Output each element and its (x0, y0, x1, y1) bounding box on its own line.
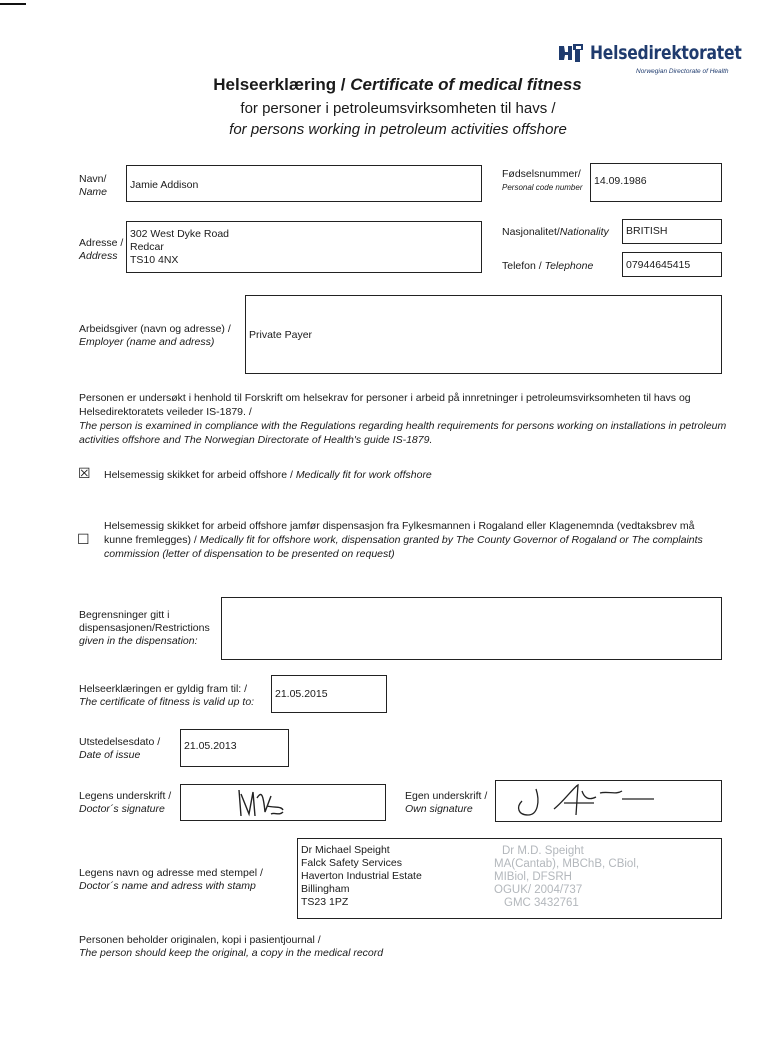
doctor-signature-label-no: Legens underskrift / (79, 790, 172, 802)
doctor-signature-field[interactable] (180, 784, 386, 821)
doctor-signature-scribble (231, 786, 291, 820)
address-line-1: 302 West Dyke Road (130, 228, 230, 240)
examination-text-en: The person is examined in compliance with the Regulations regarding health requirements for persons working on installations in petroleum activities offshore and The Norwegian Directorate of Health's guide IS-1879. (79, 420, 727, 446)
restrictions-label-line-2: dispensasjonen/Restrictions (79, 622, 210, 634)
title-no: Helseerklæring / (213, 75, 351, 94)
own-signature-label-no: Egen underskrift / (405, 790, 488, 802)
cross-logo-icon (556, 42, 586, 64)
dispensation-checkbox[interactable]: ☐ (77, 532, 90, 548)
valid-until-label-no: Helseerklæringen er gyldig fram til: / (79, 683, 248, 695)
doctor-info-line-1: Dr Michael Speight (301, 844, 390, 856)
date-of-issue-label (79, 736, 160, 762)
restrictions-label-line-1: Begrensninger gitt i (79, 609, 170, 621)
birth-number-label-no: Fødselsnummer/ (502, 168, 581, 180)
restrictions-label (79, 609, 210, 648)
birth-number-label-en: Personal code number (502, 183, 583, 192)
doctor-info-label-no: Legens navn og adresse med stempel / (79, 867, 263, 879)
doctor-info-label-en: Doctor´s name and adress with stamp (79, 880, 256, 892)
address-line-2: Redcar (130, 241, 164, 253)
valid-until-label-en: The certificate of fitness is valid up to: (79, 696, 255, 708)
telephone-label (502, 260, 593, 273)
nationality-field[interactable] (622, 219, 722, 244)
own-signature-label (405, 790, 487, 816)
address-label-en: Address (79, 250, 118, 262)
doctor-signature-label-en: Doctor´s signature (79, 803, 165, 815)
title-en: Certificate of medical fitness (350, 75, 582, 94)
stamp-line-3: MIBiol, DFSRH (494, 871, 572, 883)
employer-label-no: Arbeidsgiver (navn og adresse) / (79, 323, 231, 335)
date-of-issue-label-no: Utstedelsesdato / (79, 736, 161, 748)
footer-text-no: Personen beholder originalen, kopi i pasientjournal / (79, 934, 321, 946)
address-line-3: TS10 4NX (130, 254, 179, 266)
footer-note (79, 934, 383, 960)
doctor-info-line-5: TS23 1PZ (301, 896, 349, 908)
telephone-field[interactable] (622, 252, 722, 277)
stamp-line-5: GMC 3432761 (504, 897, 579, 909)
logo-subtitle: Norwegian Directorate of Health (636, 68, 729, 75)
valid-until-value: 21.05.2015 (275, 688, 328, 700)
doctor-stamp (494, 845, 694, 910)
fit-checkbox[interactable]: ☒ (78, 466, 91, 482)
name-label-en: Name (79, 186, 108, 198)
stamp-line-4: OGUK/ 2004/737 (494, 884, 583, 896)
examination-text-no: Personen er undersøkt i henhold til Forskrift om helsekrav for personer i arbeid på innretninger i petroleumsvirksomheten til havs og Helsedirektoratets veileder IS-1879. / (79, 392, 691, 418)
address-label-no: Adresse / (79, 237, 124, 249)
fit-label-no: Helsemessig skikket for arbeid offshore / (104, 469, 296, 481)
nationality-label-en: Nationality (559, 226, 609, 238)
subtitle-no: for personer i petroleumsvirksomheten til havs / (240, 100, 556, 117)
telephone-label-en: Telephone (544, 260, 594, 272)
birth-number-field[interactable] (590, 163, 722, 202)
footer-text-en: The person should keep the original, a copy in the medical record (79, 947, 384, 959)
valid-until-field[interactable] (271, 675, 387, 713)
employer-label (79, 323, 231, 349)
valid-until-label (79, 683, 254, 709)
employer-value: Private Payer (249, 329, 313, 341)
name-value: Jamie Addison (130, 179, 199, 191)
telephone-value: 07944645415 (626, 259, 691, 271)
doctor-info-line-2: Falck Safety Services (301, 857, 402, 869)
own-signature-scribble (504, 781, 704, 821)
examination-text (79, 391, 729, 447)
doctor-info-line-4: Billingham (301, 883, 350, 895)
fit-label-en: Medically fit for work offshore (295, 469, 432, 481)
birth-number-value: 14.09.1986 (594, 175, 647, 187)
nationality-value: BRITISH (626, 225, 668, 237)
employer-field[interactable] (245, 295, 722, 374)
subtitle-en: for persons working in petroleum activities offshore (229, 121, 567, 138)
stamp-line-1: Dr M.D. Speight (502, 845, 584, 857)
nationality-label-no: Nasjonalitet/ (502, 226, 560, 238)
doctor-info-label (79, 867, 263, 893)
fit-option-label (104, 469, 432, 482)
telephone-label-no: Telefon / (502, 260, 545, 272)
own-signature-label-en: Own signature (405, 803, 473, 815)
logo-text: Helsedirektoratet (590, 42, 742, 64)
nationality-label (502, 226, 609, 239)
corner-mark (0, 3, 26, 5)
dispensation-label-en: Medically fit for offshore work, dispensation granted by The County Governor of Rogaland or The complaints commission (letter of dispensation to be presented on request) (104, 534, 703, 560)
address-label (79, 237, 123, 263)
stamp-line-2: MA(Cantab), MBChB, CBiol, (494, 858, 640, 870)
date-of-issue-field[interactable] (180, 729, 289, 767)
doctor-info-line-3: Haverton Industrial Estate (301, 870, 422, 882)
restrictions-label-line-3: given in the dispensation: (79, 635, 198, 647)
name-field[interactable] (126, 165, 482, 202)
address-field[interactable] (126, 221, 482, 273)
birth-number-label (502, 168, 583, 194)
date-of-issue-value: 21.05.2013 (184, 740, 237, 752)
page-title (0, 75, 768, 95)
own-signature-field[interactable] (495, 780, 722, 822)
employer-label-en: Employer (name and adress) (79, 336, 215, 348)
name-label (79, 173, 107, 199)
doctor-signature-label (79, 790, 171, 816)
dispensation-label-no: Helsemessig skikket for arbeid offshore jamfør dispensasjon fra Fylkesmannen i Rogaland eller Klagenemnda (vedtaksbrev må kunne fremlegges) / (104, 520, 695, 546)
date-of-issue-label-en: Date of issue (79, 749, 141, 761)
name-label-no: Navn/ (79, 173, 107, 185)
dispensation-option-label (104, 519, 724, 561)
restrictions-field[interactable] (221, 597, 722, 660)
